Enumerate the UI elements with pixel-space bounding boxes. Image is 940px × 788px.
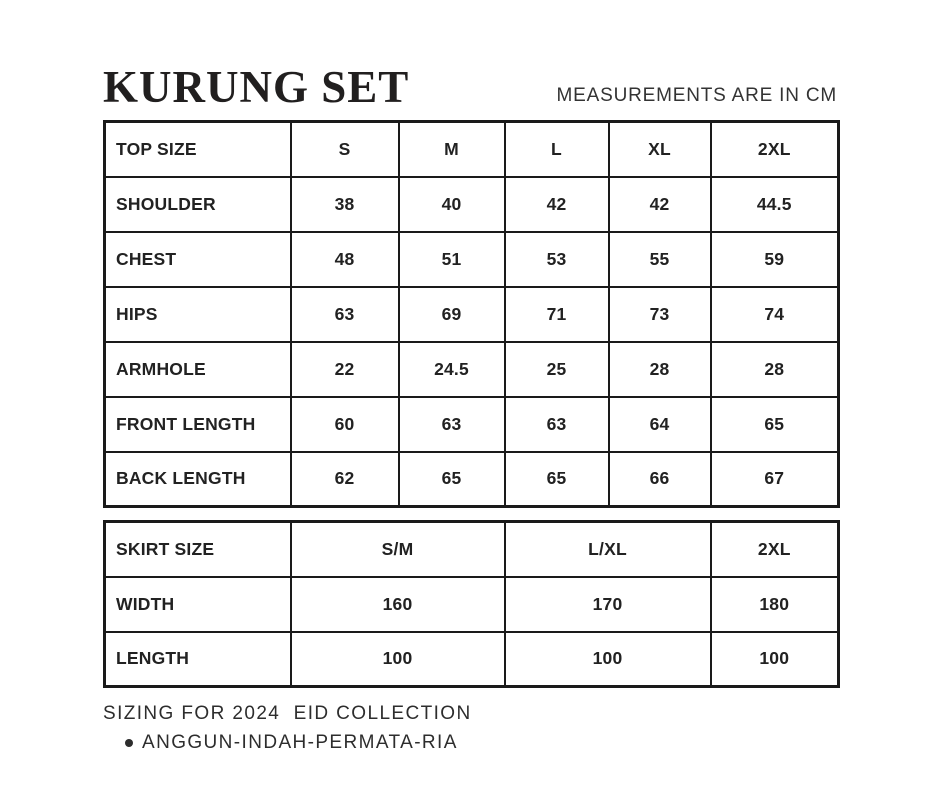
size-column-header: S/M <box>291 522 505 577</box>
row-label: SHOULDER <box>105 177 291 232</box>
size-column-header: 2XL <box>711 122 839 177</box>
top-table-header-row <box>105 122 839 177</box>
table-row <box>105 287 839 342</box>
measurement-cell: 42 <box>609 177 711 232</box>
size-column-header: L <box>505 122 609 177</box>
row-label: BACK LENGTH <box>105 452 291 507</box>
measurement-cell: 60 <box>291 397 399 452</box>
table-row <box>105 342 839 397</box>
size-column-header: M <box>399 122 505 177</box>
measurement-cell: 65 <box>711 397 839 452</box>
measurement-cell: 24.5 <box>399 342 505 397</box>
row-label: CHEST <box>105 232 291 287</box>
measurement-cell: 22 <box>291 342 399 397</box>
measurement-cell: 73 <box>609 287 711 342</box>
top-table-corner-label: TOP SIZE <box>105 122 291 177</box>
row-label: ARMHOLE <box>105 342 291 397</box>
page-title: KURUNG SET <box>103 62 410 112</box>
measurement-cell: 51 <box>399 232 505 287</box>
measurement-cell: 67 <box>711 452 839 507</box>
collection-note: SIZING FOR 2024 EID COLLECTION <box>103 703 472 724</box>
measurement-cell: 69 <box>399 287 505 342</box>
measurement-cell: 74 <box>711 287 839 342</box>
measurement-cell: 42 <box>505 177 609 232</box>
measurement-cell: 25 <box>505 342 609 397</box>
measurement-cell: 66 <box>609 452 711 507</box>
measurement-cell: 63 <box>505 397 609 452</box>
measurement-cell: 100 <box>291 632 505 687</box>
table-row <box>105 232 839 287</box>
size-column-header: S <box>291 122 399 177</box>
measurement-cell: 180 <box>711 577 839 632</box>
table-row <box>105 397 839 452</box>
size-column-header: XL <box>609 122 711 177</box>
collection-list-item <box>125 732 837 754</box>
skirt-size-table <box>103 520 840 688</box>
header <box>103 52 837 110</box>
measurement-cell: 170 <box>505 577 711 632</box>
skirt-table-corner-label: SKIRT SIZE <box>105 522 291 577</box>
measurement-cell: 100 <box>505 632 711 687</box>
measurement-cell: 44.5 <box>711 177 839 232</box>
table-row <box>105 177 839 232</box>
measurement-cell: 28 <box>711 342 839 397</box>
measurement-cell: 59 <box>711 232 839 287</box>
measurement-cell: 38 <box>291 177 399 232</box>
table-row <box>105 577 839 632</box>
table-row <box>105 632 839 687</box>
top-size-table <box>103 120 840 508</box>
footer <box>103 703 837 754</box>
measurement-cell: 28 <box>609 342 711 397</box>
measurement-cell: 63 <box>291 287 399 342</box>
measurement-cell: 71 <box>505 287 609 342</box>
measurement-cell: 65 <box>399 452 505 507</box>
bullet-icon <box>125 739 133 747</box>
size-chart-document <box>103 52 837 754</box>
row-label: WIDTH <box>105 577 291 632</box>
measurement-cell: 62 <box>291 452 399 507</box>
measurement-cell: 55 <box>609 232 711 287</box>
row-label: HIPS <box>105 287 291 342</box>
units-note: MEASUREMENTS ARE IN CM <box>556 85 837 106</box>
measurement-cell: 53 <box>505 232 609 287</box>
table-row <box>105 452 839 507</box>
measurement-cell: 63 <box>399 397 505 452</box>
measurement-cell: 64 <box>609 397 711 452</box>
measurement-cell: 48 <box>291 232 399 287</box>
measurement-cell: 40 <box>399 177 505 232</box>
collection-names: ANGGUN-INDAH-PERMATA-RIA <box>142 732 458 753</box>
measurement-cell: 100 <box>711 632 839 687</box>
size-column-header: 2XL <box>711 522 839 577</box>
row-label: LENGTH <box>105 632 291 687</box>
row-label: FRONT LENGTH <box>105 397 291 452</box>
measurement-cell: 65 <box>505 452 609 507</box>
skirt-table-header-row <box>105 522 839 577</box>
size-column-header: L/XL <box>505 522 711 577</box>
measurement-cell: 160 <box>291 577 505 632</box>
